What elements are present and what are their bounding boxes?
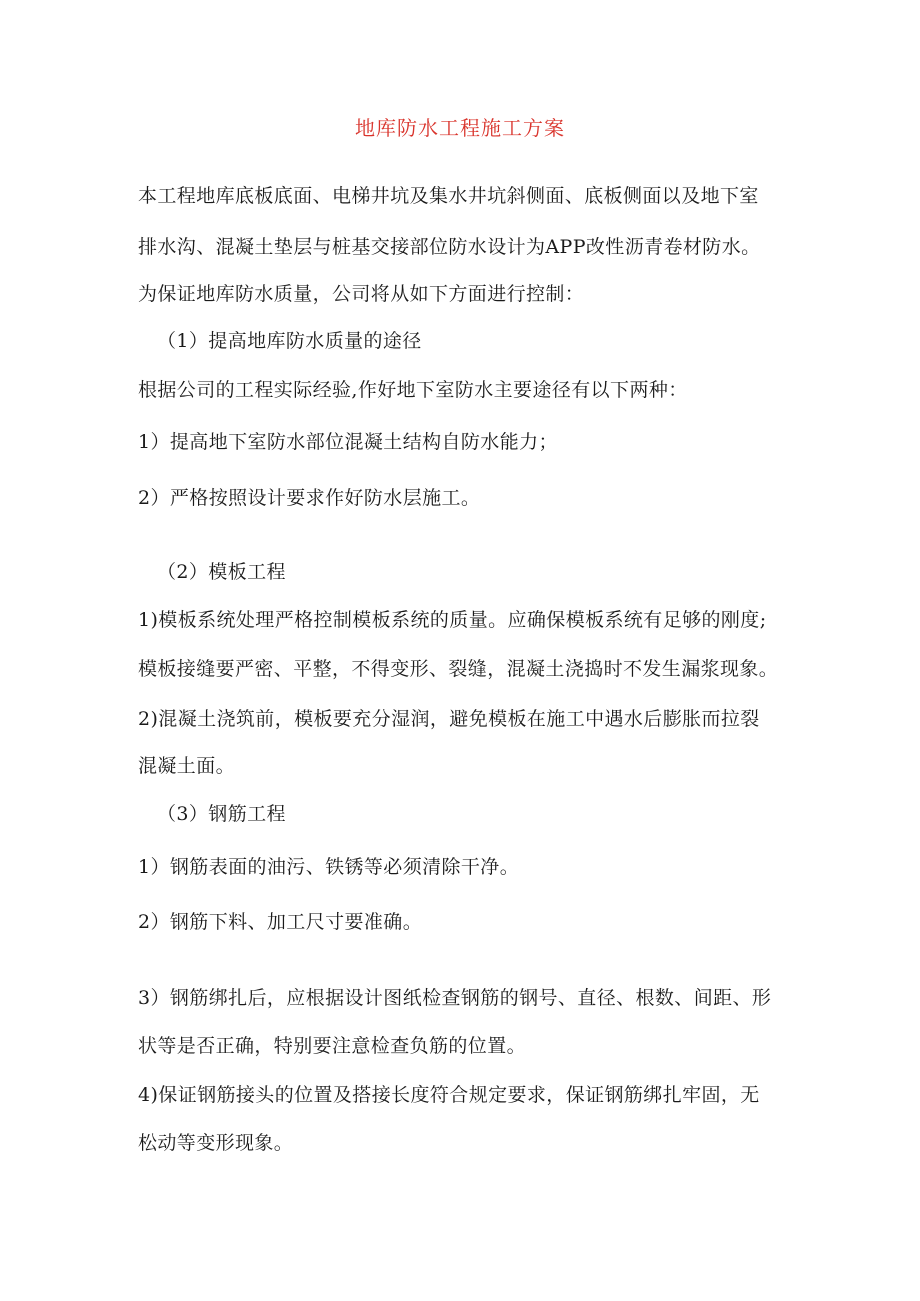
list-item: 2)混凝土浇筑前，模板要充分湿润，避免模板在施工中遇水后膨胀而拉裂 <box>138 708 760 730</box>
paragraph-line: 模板接缝要严密、平整，不得变形、裂缝，混凝土浇捣时不发生漏浆现象。 <box>138 658 779 680</box>
list-item: 1)模板系统处理严格控制模板系统的质量。应确保模板系统有足够的刚度; <box>138 609 767 631</box>
list-item: 2）钢筋下料、加工尺寸要准确。 <box>138 911 423 933</box>
list-item: 2）严格按照设计要求作好防水层施工。 <box>138 487 481 509</box>
section-heading-2: （2）模板工程 <box>157 561 286 583</box>
paragraph-line: 松动等变形现象。 <box>138 1132 294 1154</box>
section-heading-3: （3）钢筋工程 <box>157 803 286 825</box>
paragraph-line: 本工程地库底板底面、电梯井坑及集水井坑斜侧面、底板侧面以及地下室 <box>138 185 759 207</box>
list-item: 1）提高地下室防水部位混凝土结构自防水能力； <box>138 431 558 453</box>
document-title: 地库防水工程施工方案 <box>355 116 565 140</box>
section-heading-1: （1）提高地库防水质量的途径 <box>157 330 422 352</box>
list-item: 1）钢筋表面的油污、铁锈等必须清除干净。 <box>138 856 520 878</box>
paragraph-line: 根据公司的工程实际经验,作好地下室防水主要途径有以下两种： <box>138 379 688 401</box>
paragraph-line: 状等是否正确，特别要注意检查负筋的位置。 <box>138 1035 527 1057</box>
list-item: 3）钢筋绑扎后，应根据设计图纸检查钢筋的钢号、直径、根数、间距、形 <box>138 987 772 1009</box>
paragraph-line: 混凝土面。 <box>138 755 236 777</box>
paragraph-line: 为保证地库防水质量，公司将从如下方面进行控制： <box>138 283 585 305</box>
paragraph-line: 排水沟、混凝土垫层与桩基交接部位防水设计为APP改性沥青卷材防水。 <box>138 236 761 258</box>
list-item: 4)保证钢筋接头的位置及搭接长度符合规定要求，保证钢筋绑扎牢固，无 <box>138 1084 760 1106</box>
